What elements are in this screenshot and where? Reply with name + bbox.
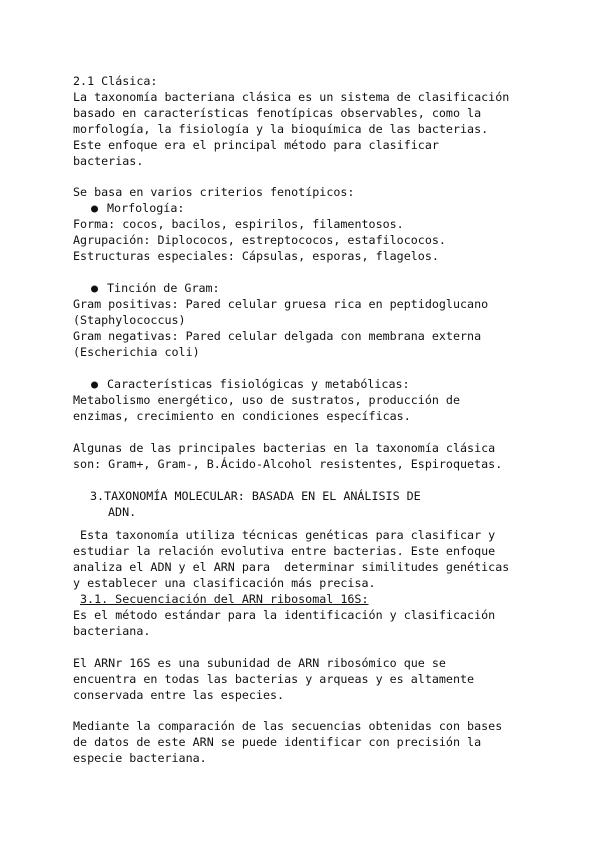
bullet-dot-icon: ● [91,281,99,295]
section-3-heading-cont: ADN. [108,505,137,519]
bullet-dot-icon: ● [91,377,99,391]
paragraph-line: Esta taxonomía utiliza técnicas genéticas para clasificar y [73,528,496,542]
bullet-text-line: Forma: cocos, bacilos, espirilos, filamentosos. [73,217,404,231]
bullet-label: Morfología: [107,201,185,215]
bullet-dot-icon: ● [91,201,99,215]
paragraph-line: bacterias. [73,154,144,168]
bullet-text-line: enzimas, crecimiento en condiciones específicas. [73,409,411,423]
paragraph-line: Mediante la comparación de las secuencias obtenidas con bases [73,719,503,733]
section-2-1-heading: 2.1 Clásica: [73,74,158,88]
bullet-gram [91,280,220,296]
bullet-text-line: Gram negativas: Pared celular delgada con membrana externa [73,329,482,343]
paragraph-line: estudiar la relación evolutiva entre bacterias. Este enfoque [73,544,496,558]
bullet-label: Tinción de Gram: [107,281,220,295]
paragraph-line: morfología, la fisiología y la bioquímica de las bacterias. [73,122,489,136]
bullet-fisiologicas [91,376,410,392]
section-3-heading: 3.TAXONOMÍA MOLECULAR: BASADA EN EL ANÁLISIS DE [90,489,421,503]
bullet-label: Características fisiológicas y metabólicas: [107,377,410,391]
paragraph-line: encuentra en todas las bacterias y arqueas y es altamente [73,672,475,686]
paragraph-line: especie bacteriana. [73,751,207,765]
paragraph-line: El ARNr 16S es una subunidad de ARN ribosómico que se [73,656,446,670]
paragraph-line: de datos de este ARN se puede identificar con precisión la [73,735,482,749]
subsection-3-1-heading: 3.1. Secuenciación del ARN ribosomal 16S: [80,592,369,606]
bullet-morfologia [91,200,184,216]
bullet-text-line: Estructuras especiales: Cápsulas, esporas, flagelos. [73,249,439,263]
bullet-text-line: (Escherichia coli) [73,345,200,359]
paragraph-line: Es el método estándar para la identificación y clasificación [73,608,496,622]
bullet-text-line: Metabolismo energético, uso de sustratos, producción de [73,393,461,407]
paragraph-line: basado en características fenotípicas observables, como la [73,106,482,120]
paragraph-line: La taxonomía bacteriana clásica es un sistema de clasificación [73,90,510,104]
criteria-intro: Se basa en varios criterios fenotípicos: [73,185,355,199]
bullet-text-line: (Staphylococcus) [73,313,186,327]
paragraph-line: analiza el ADN y el ARN para determinar similitudes genéticas [73,560,510,574]
paragraph-line: conservada entre las especies. [73,688,285,702]
summary-line: son: Gram+, Gram-, B.Ácido-Alcohol resistentes, Espiroquetas. [73,457,503,471]
paragraph-line: Este enfoque era el principal método para clasificar [73,138,439,152]
summary-line: Algunas de las principales bacterias en la taxonomía clásica [73,441,496,455]
paragraph-line: y establecer una clasificación más precisa. [73,576,376,590]
bullet-text-line: Gram positivas: Pared celular gruesa rica en peptidoglucano [73,297,489,311]
bullet-text-line: Agrupación: Diplococos, estreptococos, estafilococos. [73,233,446,247]
paragraph-line: bacteriana. [73,624,151,638]
